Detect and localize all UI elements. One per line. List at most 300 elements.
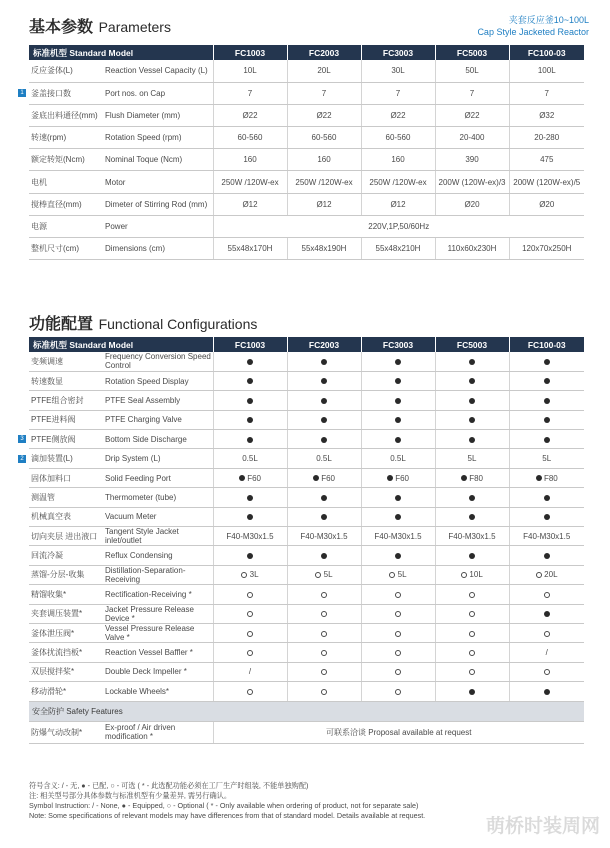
- equipped-dot-icon: [469, 495, 475, 501]
- equipped-dot-icon: [469, 689, 475, 695]
- optional-ring-icon: [544, 592, 550, 598]
- equipped-dot-icon: [395, 495, 401, 501]
- model-header: FC1003: [213, 45, 287, 60]
- cell-text: F60: [392, 473, 409, 483]
- row-label-cn: 釜盖接口数: [29, 82, 103, 104]
- optional-ring-icon: [321, 631, 327, 637]
- table-row: [29, 623, 584, 642]
- row-label-cn: 双层搅拌桨*: [29, 662, 103, 681]
- row-label-cn: PTFE组合密封: [29, 391, 103, 410]
- row-label-en: Reflux Condensing: [103, 546, 213, 565]
- optional-ring-icon: [247, 689, 253, 695]
- cell-value: [287, 352, 361, 371]
- cell-value: [509, 604, 584, 623]
- equipped-dot-icon: [544, 359, 550, 365]
- row-label-cn: 变频调速: [29, 352, 103, 371]
- cell-value: 110x60x230H: [435, 238, 509, 260]
- table-row: [29, 193, 584, 215]
- cell-value: [287, 488, 361, 507]
- cell-value: 10L: [213, 60, 287, 82]
- cell-value: [213, 488, 287, 507]
- cell-value: 50L: [435, 60, 509, 82]
- cell-value: [435, 546, 509, 565]
- note-line: 符号含义: / - 无, ● - 已配, ○ - 可选 ( * - 此选配功能必须在工厂生产时组装, 不能单独购配): [29, 781, 309, 790]
- cell-text: 20L: [541, 570, 558, 580]
- cell-value: [287, 604, 361, 623]
- cell-value: 475: [509, 149, 584, 171]
- cell-value: 55x48x190H: [287, 238, 361, 260]
- cell-text: 5L: [395, 570, 407, 580]
- functional-config-table: [29, 337, 584, 744]
- equipped-dot-icon: [469, 553, 475, 559]
- cell-value: [509, 565, 584, 584]
- cell-value: [509, 585, 584, 604]
- cell-value: [435, 623, 509, 642]
- cell-value: 0.5L: [287, 449, 361, 468]
- cell-value: [287, 371, 361, 390]
- cell-value: 20-400: [435, 127, 509, 149]
- equipped-dot-icon: [469, 417, 475, 423]
- cell-value: [361, 604, 435, 623]
- cell-value: [361, 391, 435, 410]
- optional-ring-icon: [321, 592, 327, 598]
- optional-ring-icon: [321, 689, 327, 695]
- cell-value: [287, 643, 361, 662]
- cell-value: [435, 488, 509, 507]
- cell-value: [361, 565, 435, 584]
- cell-value: 0.5L: [361, 449, 435, 468]
- cell-value: [509, 662, 584, 681]
- cell-value: 160: [287, 149, 361, 171]
- row-label-en: Port nos. on Cap: [103, 82, 213, 104]
- safety-section-row: [29, 701, 584, 721]
- equipped-dot-icon: [469, 378, 475, 384]
- cell-value: F40-M30x1.5: [213, 527, 287, 546]
- equipped-dot-icon: [395, 437, 401, 443]
- cell-value: [361, 410, 435, 429]
- table-row: [29, 391, 584, 410]
- optional-ring-icon: [469, 669, 475, 675]
- model-header: FC5003: [435, 337, 509, 352]
- equipped-dot-icon: [321, 495, 327, 501]
- optional-ring-icon: [544, 631, 550, 637]
- cell-value: [435, 468, 509, 487]
- cell-value: 100L: [509, 60, 584, 82]
- cell-text: 10L: [467, 570, 483, 580]
- cell-value: [509, 623, 584, 642]
- cell-value: [213, 643, 287, 662]
- row-label-en: Jacket Pressure Release Device *: [103, 604, 213, 623]
- cell-value: 5L: [509, 449, 584, 468]
- cell-value: [435, 585, 509, 604]
- table-row: [29, 507, 584, 526]
- table-row: [29, 171, 584, 193]
- table-row: [29, 430, 584, 449]
- row-label-en: Reaction Vessel Capacity (L): [103, 60, 213, 82]
- optional-ring-icon: [469, 592, 475, 598]
- equipped-dot-icon: [247, 359, 253, 365]
- equipped-dot-icon: [395, 514, 401, 520]
- cell-value: [509, 410, 584, 429]
- cell-value: [435, 662, 509, 681]
- equipped-dot-icon: [544, 437, 550, 443]
- equipped-dot-icon: [395, 417, 401, 423]
- cell-value: 200W (120W-ex)/5: [509, 171, 584, 193]
- row-label-en: Tangent Style Jacket inlet/outlet: [103, 527, 213, 546]
- cell-value: 160: [361, 149, 435, 171]
- row-label-en: Rotation Speed Display: [103, 371, 213, 390]
- row-label-cn: 切向夹层 进出液口: [29, 527, 103, 546]
- cell-text: F60: [318, 473, 335, 483]
- cell-value: Ø12: [287, 193, 361, 215]
- row-label-cn: 釜体泄压阀*: [29, 623, 103, 642]
- optional-ring-icon: [469, 650, 475, 656]
- row-label-en: Power: [103, 215, 213, 237]
- row-label-en: Vacuum Meter: [103, 507, 213, 526]
- table-row: [29, 527, 584, 546]
- safety-header: 安全防护 Safety Features: [29, 701, 584, 721]
- equipped-dot-icon: [247, 514, 253, 520]
- row-label-cn: 机械真空表: [29, 507, 103, 526]
- cell-value: 60-560: [213, 127, 287, 149]
- equipped-dot-icon: [544, 417, 550, 423]
- cell-value: 5L: [435, 449, 509, 468]
- row-label-cn: 测温管: [29, 488, 103, 507]
- table-row: [29, 371, 584, 390]
- equipped-dot-icon: [395, 359, 401, 365]
- cell-value: [361, 488, 435, 507]
- cell-value: [287, 662, 361, 681]
- row-span-value: 220V,1P,50/60Hz: [213, 215, 584, 237]
- row-label-cn: 滴加装置(L): [29, 449, 103, 468]
- cell-value: [361, 662, 435, 681]
- functional-config-title: 功能配置 Functional Configurations: [29, 314, 258, 333]
- cell-value: 200W (120W-ex)/3: [435, 171, 509, 193]
- parameters-title: 基本参数 Parameters: [29, 17, 171, 36]
- cell-value: Ø20: [509, 193, 584, 215]
- cell-value: 250W /120W-ex: [213, 171, 287, 193]
- row-label-en: Ex-proof / Air driven modification *: [103, 721, 213, 743]
- cell-value: F40-M30x1.5: [361, 527, 435, 546]
- cell-value: [509, 352, 584, 371]
- equipped-dot-icon: [321, 398, 327, 404]
- cell-value: /: [509, 643, 584, 662]
- table-row: [29, 104, 584, 126]
- equipped-dot-icon: [544, 514, 550, 520]
- equipped-dot-icon: [544, 495, 550, 501]
- cell-value: F40-M30x1.5: [509, 527, 584, 546]
- row-label-en: Reaction Vessel Baffler *: [103, 643, 213, 662]
- row-label-en: Thermometer (tube): [103, 488, 213, 507]
- row-label-cn: 整机尺寸(cm): [29, 238, 103, 260]
- cell-value: [509, 546, 584, 565]
- row-label-cn: 移动滑轮*: [29, 682, 103, 701]
- footnote-marker: 3: [18, 435, 26, 443]
- optional-ring-icon: [469, 631, 475, 637]
- equipped-dot-icon: [469, 437, 475, 443]
- footnote-marker: 1: [18, 89, 26, 97]
- cell-value: [361, 430, 435, 449]
- cell-value: [287, 507, 361, 526]
- cell-value: [435, 391, 509, 410]
- cell-value: [509, 488, 584, 507]
- row-label-cn: 转速(rpm): [29, 127, 103, 149]
- cell-value: [435, 410, 509, 429]
- cell-value: 7: [361, 82, 435, 104]
- row-label-en: Drip System (L): [103, 449, 213, 468]
- equipped-dot-icon: [395, 378, 401, 384]
- cell-value: [509, 430, 584, 449]
- model-header: FC2003: [287, 337, 361, 352]
- cell-text: F80: [541, 473, 558, 483]
- table-row: [29, 662, 584, 681]
- cell-value: 7: [287, 82, 361, 104]
- row-label-cn: 回流冷凝: [29, 546, 103, 565]
- cell-value: [361, 682, 435, 701]
- equipped-dot-icon: [247, 437, 253, 443]
- model-header: FC100-03: [509, 45, 584, 60]
- cell-value: [435, 371, 509, 390]
- table-row: [29, 82, 584, 104]
- row-label-en: Solid Feeding Port: [103, 468, 213, 487]
- cell-value: [213, 623, 287, 642]
- cell-value: [435, 430, 509, 449]
- cell-value: 0.5L: [213, 449, 287, 468]
- cell-value: 120x70x250H: [509, 238, 584, 260]
- optional-ring-icon: [321, 611, 327, 617]
- equipped-dot-icon: [247, 553, 253, 559]
- optional-ring-icon: [395, 689, 401, 695]
- row-label-cn: 转速数显: [29, 371, 103, 390]
- cell-value: [361, 371, 435, 390]
- model-header: FC3003: [361, 45, 435, 60]
- cell-value: [287, 430, 361, 449]
- cell-value: [213, 371, 287, 390]
- table-row: [29, 643, 584, 662]
- row-label-en: Nominal Toque (Ncm): [103, 149, 213, 171]
- row-label-cn: 固体加料口: [29, 468, 103, 487]
- equipped-dot-icon: [469, 359, 475, 365]
- equipped-dot-icon: [321, 437, 327, 443]
- cell-value: [361, 623, 435, 642]
- watermark: 萌桥时装周网: [485, 815, 600, 837]
- row-label-cn: 夹套调压装置*: [29, 604, 103, 623]
- row-label-en: Bottom Side Discharge: [103, 430, 213, 449]
- equipped-dot-icon: [247, 417, 253, 423]
- cell-value: [435, 682, 509, 701]
- equipped-dot-icon: [544, 398, 550, 404]
- optional-ring-icon: [395, 650, 401, 656]
- cell-value: [287, 468, 361, 487]
- note-line: Note: Some specifications of relevant models may have differences from that of standard model. Details available at request.: [29, 811, 426, 820]
- cell-value: 20-280: [509, 127, 584, 149]
- cell-value: 250W /120W-ex: [361, 171, 435, 193]
- cell-value: Ø12: [213, 193, 287, 215]
- cell-value: Ø22: [287, 104, 361, 126]
- cell-value: Ø12: [361, 193, 435, 215]
- equipped-dot-icon: [469, 398, 475, 404]
- row-label-en: Double Deck Impeller *: [103, 662, 213, 681]
- table-row: [29, 604, 584, 623]
- cell-value: [287, 682, 361, 701]
- table-row: [29, 60, 584, 82]
- cell-value: [435, 352, 509, 371]
- optional-ring-icon: [395, 669, 401, 675]
- cell-value: [213, 430, 287, 449]
- row-label-cn: 搅棒直径(mm): [29, 193, 103, 215]
- cell-value: [509, 682, 584, 701]
- row-label-cn: 电机: [29, 171, 103, 193]
- cell-value: F40-M30x1.5: [435, 527, 509, 546]
- equipped-dot-icon: [469, 514, 475, 520]
- optional-ring-icon: [247, 592, 253, 598]
- table-row: [29, 565, 584, 584]
- cell-value: [361, 468, 435, 487]
- table-row: [29, 488, 584, 507]
- cell-value: [213, 391, 287, 410]
- equipped-dot-icon: [321, 514, 327, 520]
- row-label-en: Frequency Conversion Speed Control: [103, 352, 213, 371]
- cell-value: [287, 391, 361, 410]
- cell-value: 160: [213, 149, 287, 171]
- optional-ring-icon: [395, 631, 401, 637]
- standard-model-header: 标准机型 Standard Model: [29, 45, 213, 60]
- row-label-cn: 额定转矩(Ncm): [29, 149, 103, 171]
- row-label-cn: 精馏收集*: [29, 585, 103, 604]
- equipped-dot-icon: [321, 378, 327, 384]
- equipped-dot-icon: [395, 398, 401, 404]
- table-row: [29, 546, 584, 565]
- optional-ring-icon: [395, 592, 401, 598]
- cell-value: [213, 565, 287, 584]
- cell-text: F80: [466, 473, 483, 483]
- cell-value: Ø32: [509, 104, 584, 126]
- equipped-dot-icon: [247, 398, 253, 404]
- parameters-table: [29, 45, 584, 260]
- optional-ring-icon: [247, 611, 253, 617]
- row-label-en: Rotation Speed (rpm): [103, 127, 213, 149]
- table-row: [29, 238, 584, 260]
- cell-value: [509, 391, 584, 410]
- standard-model-header: 标准机型 Standard Model: [29, 337, 213, 352]
- cell-value: /: [213, 662, 287, 681]
- product-subtitle: 夹套反应釜10~100L Cap Style Jacketed Reactor: [477, 15, 589, 37]
- row-label-en: Dimensions (cm): [103, 238, 213, 260]
- row-span-value: 可联系洽谈 Proposal available at request: [213, 721, 584, 743]
- row-label-cn: 反应釜体(L): [29, 60, 103, 82]
- equipped-dot-icon: [544, 553, 550, 559]
- note-line: 注: 相关型号部分具体参数与标准机型有少量差异, 需另行确认。: [29, 791, 232, 800]
- cell-value: 60-560: [287, 127, 361, 149]
- cell-value: [287, 565, 361, 584]
- table-row: [29, 149, 584, 171]
- cell-value: [213, 468, 287, 487]
- cell-value: [509, 371, 584, 390]
- table-row: [29, 585, 584, 604]
- equipped-dot-icon: [321, 553, 327, 559]
- cell-value: [287, 546, 361, 565]
- row-label-en: Distillation-Separation-Receiving: [103, 565, 213, 584]
- cell-value: 60-560: [361, 127, 435, 149]
- cell-value: [361, 507, 435, 526]
- cell-value: Ø20: [435, 193, 509, 215]
- row-label-cn: PTFE侧放阀: [29, 430, 103, 449]
- table-header-row: [29, 45, 584, 60]
- cell-value: [509, 468, 584, 487]
- model-header: FC2003: [287, 45, 361, 60]
- cell-text: F60: [244, 473, 261, 483]
- cell-value: [361, 643, 435, 662]
- cell-value: Ø22: [213, 104, 287, 126]
- cell-value: 30L: [361, 60, 435, 82]
- row-label-en: Vessel Pressure Release Valve *: [103, 623, 213, 642]
- cell-value: 20L: [287, 60, 361, 82]
- cell-value: 7: [509, 82, 584, 104]
- cell-value: 55x48x170H: [213, 238, 287, 260]
- cell-value: 390: [435, 149, 509, 171]
- cell-value: [435, 565, 509, 584]
- note-line: Symbol Instruction: / - None, ● - Equipped, ○ - Optional ( * - Only available when ordering of product, not for separate sale): [29, 801, 419, 810]
- table-row: [29, 449, 584, 468]
- cell-value: [435, 604, 509, 623]
- model-header: FC1003: [213, 337, 287, 352]
- optional-ring-icon: [469, 611, 475, 617]
- table-row: [29, 215, 584, 237]
- cell-value: [361, 352, 435, 371]
- cell-value: 250W /120W-ex: [287, 171, 361, 193]
- row-label-cn: 蒸馏-分层-收集: [29, 565, 103, 584]
- optional-ring-icon: [321, 650, 327, 656]
- table-row: [29, 410, 584, 429]
- model-header: FC3003: [361, 337, 435, 352]
- cell-value: [213, 682, 287, 701]
- cell-value: [435, 507, 509, 526]
- equipped-dot-icon: [544, 378, 550, 384]
- optional-ring-icon: [544, 669, 550, 675]
- cell-value: F40-M30x1.5: [287, 527, 361, 546]
- cell-value: [213, 604, 287, 623]
- row-label-en: Rectification-Receiving *: [103, 585, 213, 604]
- cell-text: 3L: [247, 570, 259, 580]
- table-row: [29, 352, 584, 371]
- row-label-en: Dimeter of Stirring Rod (mm): [103, 193, 213, 215]
- optional-ring-icon: [321, 669, 327, 675]
- table-row: [29, 721, 584, 743]
- cell-value: Ø22: [361, 104, 435, 126]
- optional-ring-icon: [395, 611, 401, 617]
- cell-value: [213, 507, 287, 526]
- cell-value: [213, 410, 287, 429]
- footnote-marker: 2: [18, 455, 26, 463]
- equipped-dot-icon: [395, 553, 401, 559]
- row-label-cn: PTFE进料阀: [29, 410, 103, 429]
- row-label-en: Motor: [103, 171, 213, 193]
- cell-value: 7: [435, 82, 509, 104]
- row-label-en: PTFE Charging Valve: [103, 410, 213, 429]
- table-header-row: [29, 337, 584, 352]
- cell-value: [435, 643, 509, 662]
- table-row: [29, 682, 584, 701]
- row-label-cn: 釜底出料通径(mm): [29, 104, 103, 126]
- equipped-dot-icon: [321, 417, 327, 423]
- optional-ring-icon: [247, 650, 253, 656]
- cell-value: [361, 585, 435, 604]
- equipped-dot-icon: [544, 611, 550, 617]
- equipped-dot-icon: [544, 689, 550, 695]
- cell-value: 55x48x210H: [361, 238, 435, 260]
- cell-value: [287, 410, 361, 429]
- optional-ring-icon: [247, 631, 253, 637]
